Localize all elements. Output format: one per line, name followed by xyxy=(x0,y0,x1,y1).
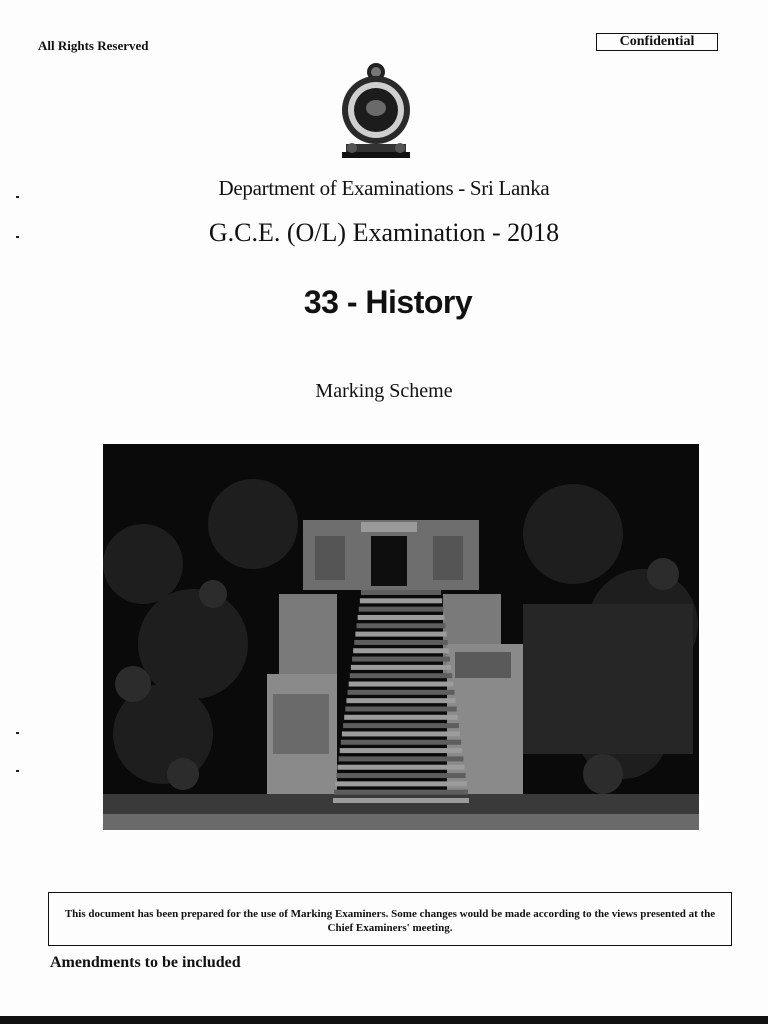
examiner-notice: This document has been prepared for the use of Marking Examiners. Some changes would be made according to the views presented at the Chief Examiners' meeting. xyxy=(48,892,732,946)
stair-step xyxy=(360,598,442,603)
stair-step xyxy=(333,798,469,803)
stair-step xyxy=(350,673,452,678)
stair-step xyxy=(343,723,459,728)
stair-step xyxy=(359,607,443,612)
stair-step xyxy=(335,781,467,786)
stair-step xyxy=(339,756,464,761)
stair-step xyxy=(342,731,460,736)
sri-lanka-emblem-icon xyxy=(336,60,416,160)
stair-step xyxy=(361,590,441,595)
stair-step xyxy=(345,706,456,711)
stair-step xyxy=(334,790,468,795)
confidential-badge: Confidential xyxy=(596,33,718,51)
stair-step xyxy=(346,698,455,703)
stair-step xyxy=(352,657,450,662)
stair-step xyxy=(337,765,464,770)
exam-title: G.C.E. (O/L) Examination - 2018 xyxy=(208,218,560,247)
document-type: Marking Scheme xyxy=(315,380,453,402)
temple-stairway-photo xyxy=(103,444,699,830)
stair-step xyxy=(354,640,447,645)
scan-mark xyxy=(16,770,19,772)
stair-step xyxy=(355,632,446,637)
stair-step xyxy=(336,773,465,778)
stair-step xyxy=(357,623,446,628)
department-title: Department of Examinations - Sri Lanka xyxy=(218,176,550,200)
stair-step xyxy=(340,748,463,753)
stair-step xyxy=(344,715,458,720)
rights-notice: All Rights Reserved xyxy=(38,38,149,53)
stair-step xyxy=(341,740,461,745)
stair-step xyxy=(358,615,445,620)
stair-step xyxy=(349,682,454,687)
subject-title: 33 - History xyxy=(303,284,473,320)
scan-mark xyxy=(16,196,19,198)
stair-step xyxy=(351,665,451,670)
scan-edge xyxy=(0,1016,768,1024)
stair-step xyxy=(353,648,449,653)
stair-step xyxy=(348,690,455,695)
amendments-note: Amendments to be included xyxy=(50,954,241,971)
scan-mark xyxy=(16,236,19,238)
scan-mark xyxy=(16,732,19,734)
